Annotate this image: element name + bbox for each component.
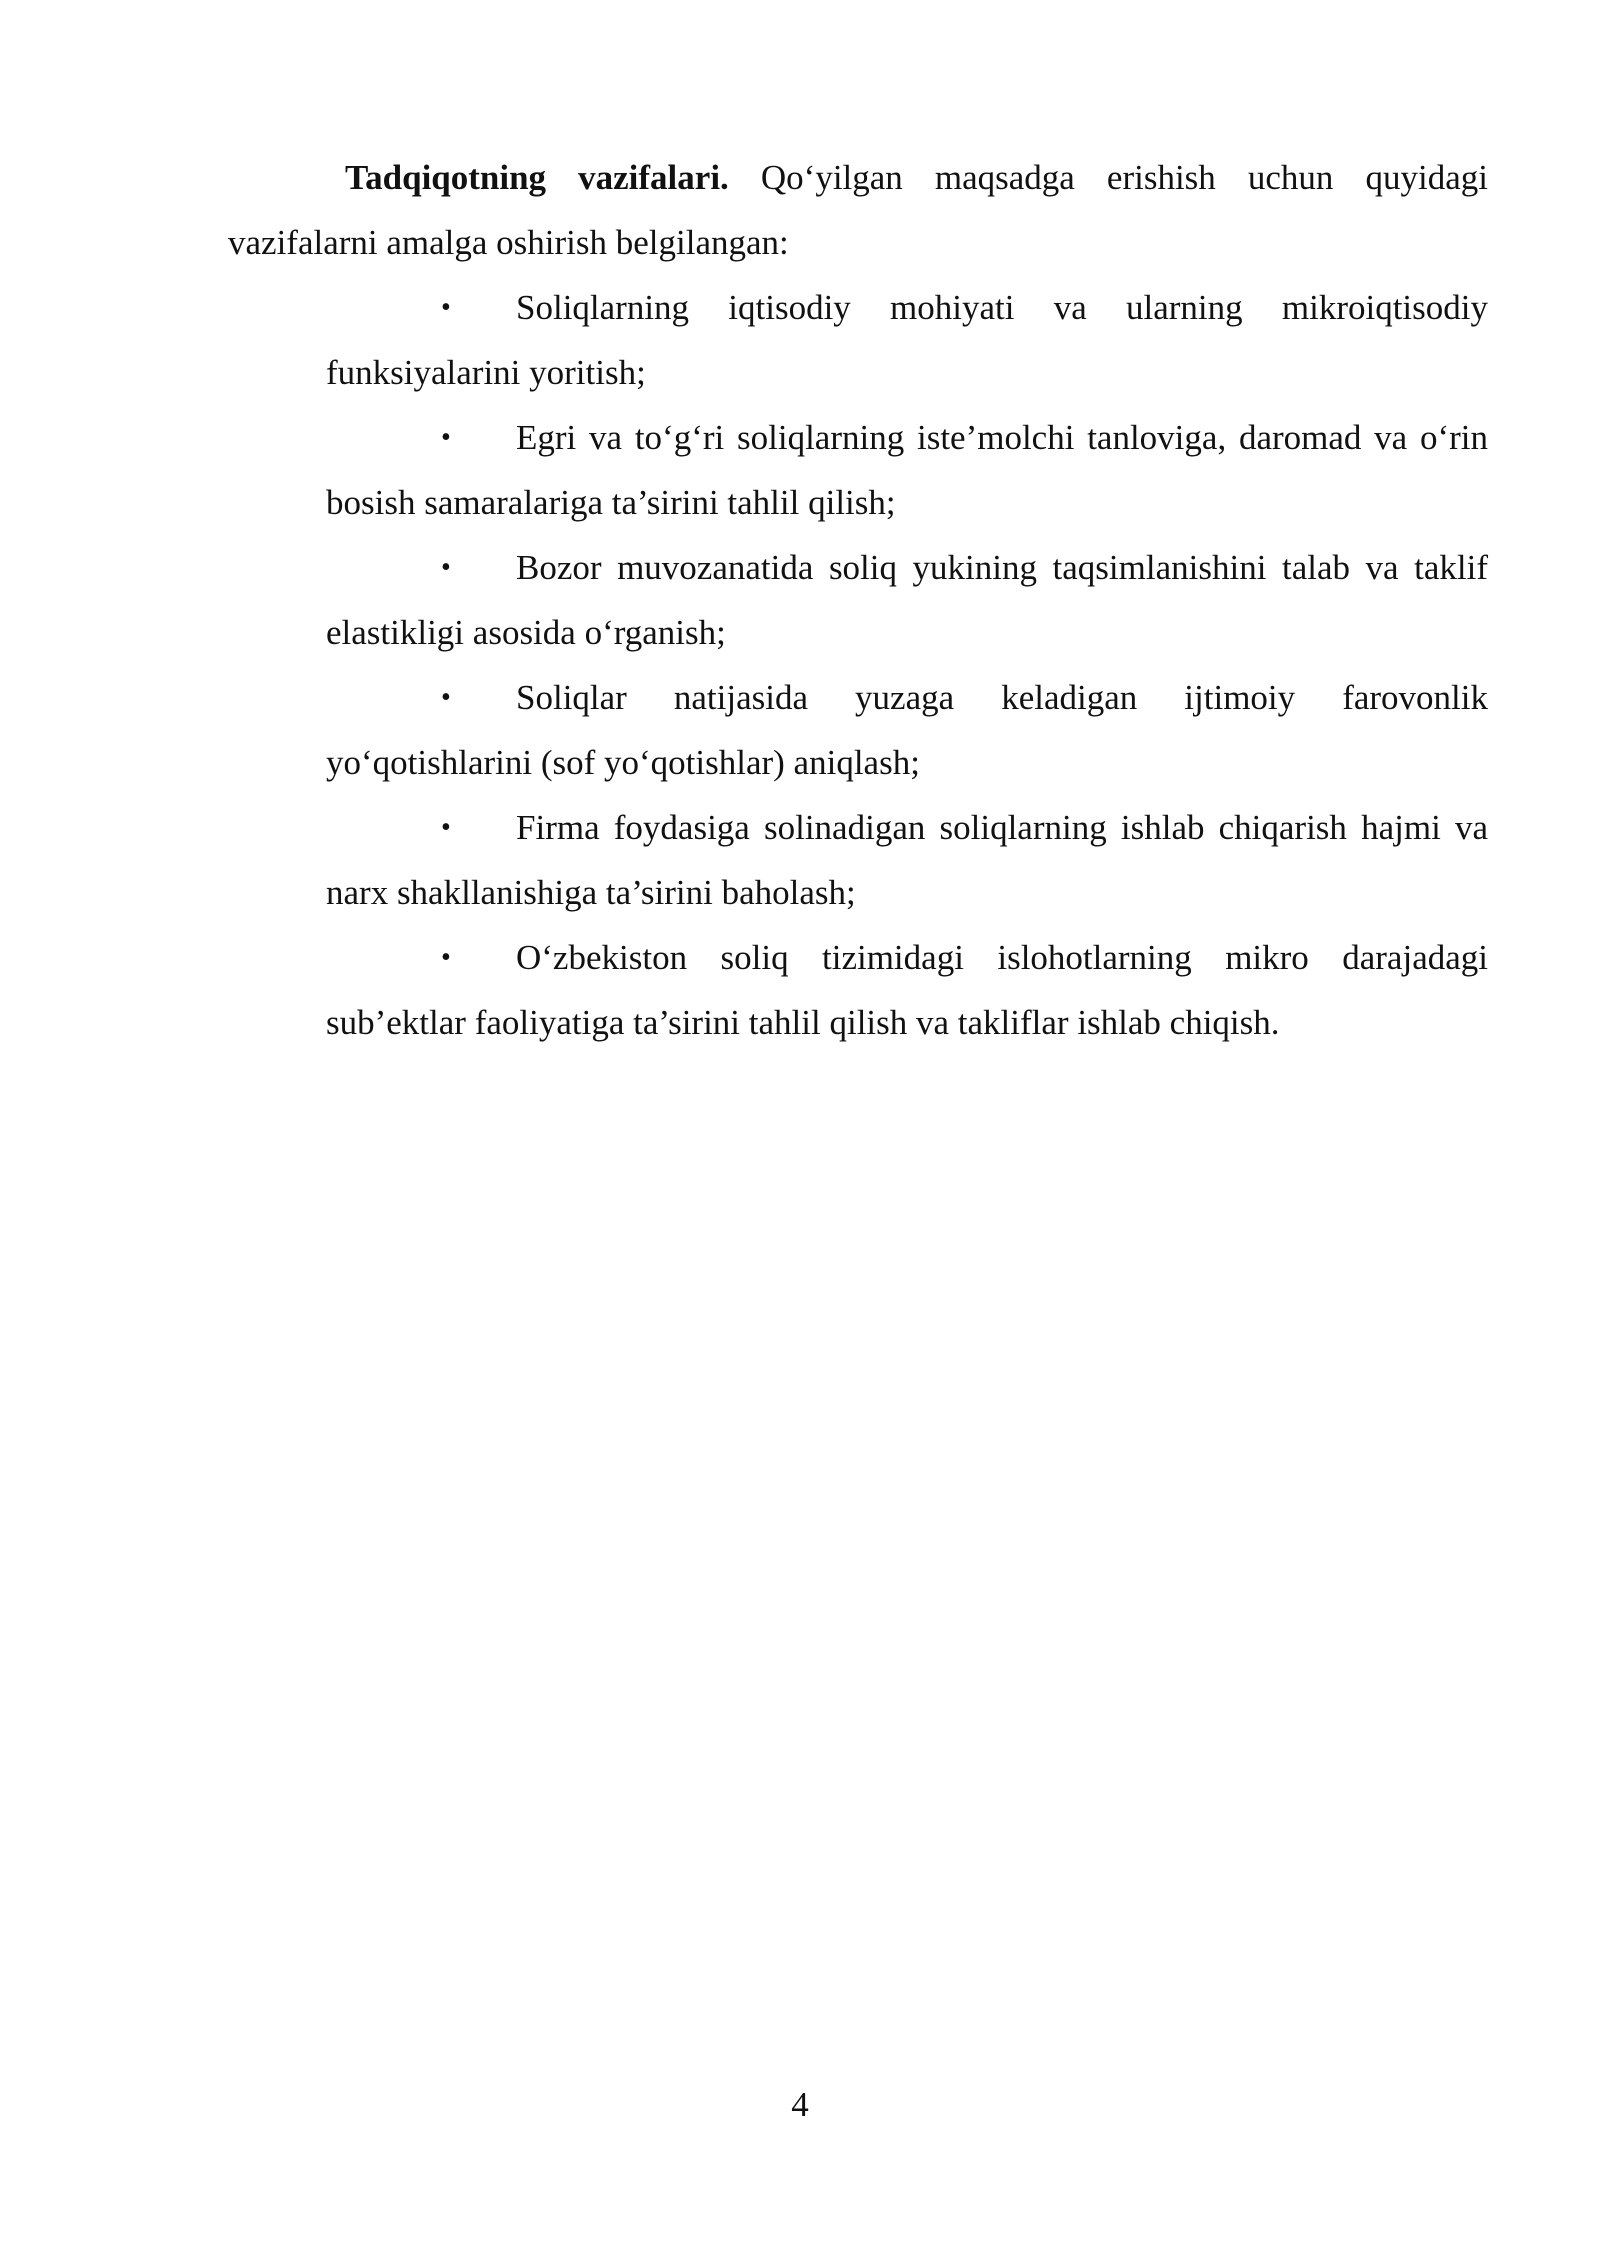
list-item	[326, 925, 1488, 1055]
bullet-icon: •	[441, 422, 451, 453]
task-list	[228, 275, 1488, 1055]
list-item-text: Firma foydasiga solinadigan soliqlarning ishlab chiqarish hajmi va narx shakllanishiga ta’sirini baholash;	[326, 808, 1488, 912]
list-item	[326, 665, 1488, 795]
page-number: 4	[791, 2085, 809, 2124]
page-body	[228, 145, 1488, 1055]
list-item	[326, 275, 1488, 405]
section-heading: Tadqiqotning vazifalari.	[345, 158, 729, 197]
list-item	[326, 535, 1488, 665]
list-item-text: Soliqlarning iqtisodiy mohiyati va ularning mikroiqtisodiy funksiyalarini yoritish;	[326, 288, 1488, 392]
intro-text: Qo‘yilgan maqsadga erishish uchun quyidagi vazifalarni amalga oshirish belgilangan:	[228, 158, 1488, 262]
list-item	[326, 405, 1488, 535]
list-item-text: Bozor muvozanatida soliq yukining taqsimlanishini talab va taklif elastikligi asosida o‘rganish;	[326, 548, 1488, 652]
list-item-text: Egri va to‘g‘ri soliqlarning iste’molchi tanloviga, daromad va o‘rin bosish samaralariga ta’sirini tahlil qilish;	[326, 418, 1488, 522]
intro-paragraph	[228, 145, 1488, 275]
bullet-icon: •	[441, 292, 451, 323]
list-item-text: Soliqlar natijasida yuzaga keladigan ijtimoiy farovonlik yo‘qotishlarini (sof yo‘qotishlar) aniqlash;	[326, 678, 1488, 782]
bullet-icon: •	[441, 812, 451, 843]
bullet-icon: •	[441, 682, 451, 713]
bullet-icon: •	[441, 942, 451, 973]
list-item	[326, 795, 1488, 925]
bullet-icon: •	[441, 552, 451, 583]
list-item-text: O‘zbekiston soliq tizimidagi islohotlarning mikro darajadagi sub’ektlar faoliyatiga ta’sirini tahlil qilish va takliflar ishlab chiqish.	[326, 938, 1488, 1042]
